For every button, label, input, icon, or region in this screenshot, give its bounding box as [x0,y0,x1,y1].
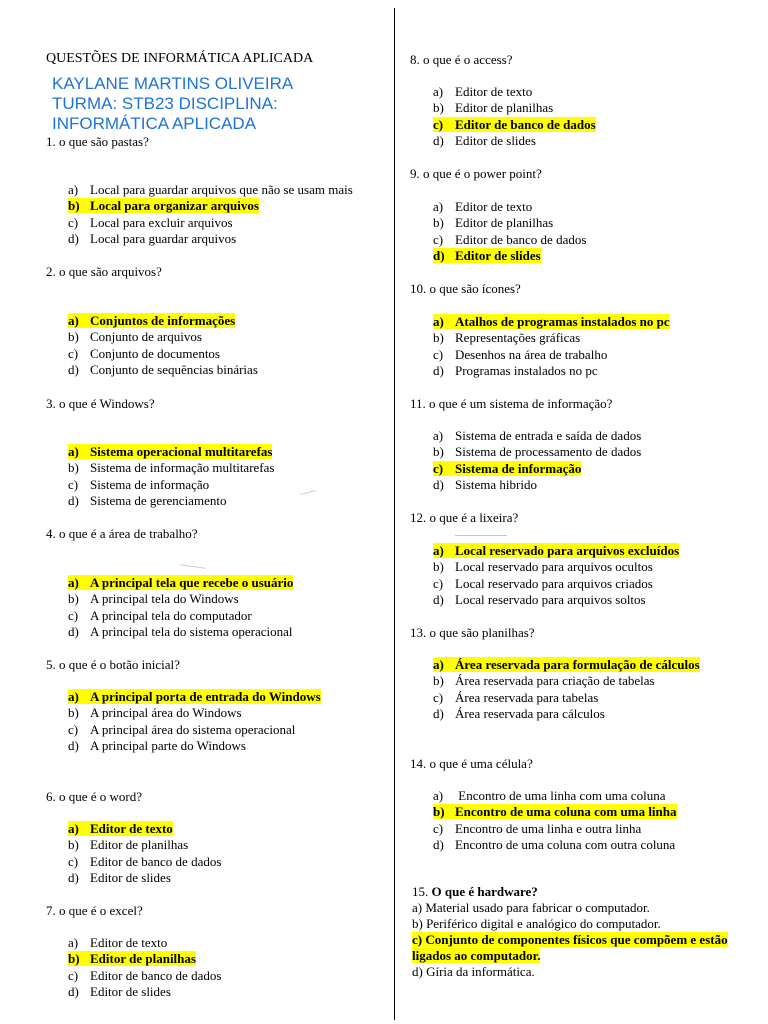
question-13-title: 13. o que são planilhas? [410,625,535,640]
option-letter: c) [68,607,79,623]
option-label: Desenhos na área de trabalho [455,346,608,362]
question-6-option-b [68,837,188,853]
option-label: A principal parte do Windows [90,737,246,753]
option-letter: b) [68,951,80,967]
answer-highlight [68,313,235,328]
option-label: Sistema operacional multitarefas [90,444,273,459]
option-letter: d) [433,476,444,492]
option-label: Editor de banco de dados [90,967,222,983]
option-label: Encontro de uma coluna com uma linha [455,804,677,820]
option-letter: a) [433,657,444,672]
question-9-option-a [433,199,532,215]
question-5-option-a [68,689,321,705]
option-letter: d) [68,361,79,377]
option-letter: b) [68,460,79,476]
question-5-option-c [68,722,295,738]
question-10-title: 10. o que são ícones? [410,281,521,296]
option-text [433,232,586,247]
option-label: Editor de banco de dados [90,853,222,869]
question-4-option-d [68,624,293,640]
question-2-option-d [68,362,258,378]
option-label: Editor de slides [455,132,536,148]
option-label: Editor de slides [455,247,541,263]
student-name: KAYLANE MARTINS OLIVEIRA [52,74,294,93]
option-label: Editor de banco de dados [455,116,596,132]
option-label: Atalhos de programas instalados no pc [455,314,670,329]
option-label: Editor de banco de dados [455,231,587,247]
question-5-option-d [68,738,246,754]
option-letter: d) [433,836,444,852]
option-letter: c) [68,721,79,737]
question-8-option-c [433,117,596,133]
option-text [68,722,295,737]
option-letter: b) [433,215,444,231]
option-text [68,231,236,246]
question-2-option-a [68,313,235,329]
column-divider [394,8,395,1020]
option-text [433,576,653,591]
scan-smudge [180,564,206,569]
answer-highlight [433,314,670,329]
option-label: Área reservada para cálculos [455,705,605,721]
question-1-option-d [68,231,236,247]
question-15-option-a: a) Material usado para fabricar o computador. [412,900,650,915]
option-letter: d) [68,983,79,999]
option-letter: a) [433,788,444,803]
question-11-option-c [433,461,581,477]
option-text [433,363,598,378]
question-3-option-a [68,444,272,460]
scan-smudge [455,535,507,536]
option-letter: a) [68,935,79,950]
option-letter: a) [68,444,79,459]
question-12-option-c [433,576,653,592]
question-15-option-c [412,932,752,964]
answer-highlight [68,689,321,704]
question-5-title: 5. o que é o botão inicial? [46,657,180,672]
question-10-option-d [433,363,598,379]
option-label: Programas instalados no pc [455,362,598,378]
option-letter: a) [433,543,444,558]
option-text [433,559,653,574]
option-letter: c) [68,214,79,230]
question-10-option-b [433,330,580,346]
option-label: Editor de texto [455,84,533,99]
question-15-text: O que é hardware? [431,884,538,899]
answer-highlight [68,951,196,966]
question-6-option-a [68,821,173,837]
question-9-option-c [433,232,586,248]
option-letter: a) [433,314,444,329]
option-text [433,100,553,115]
option-letter: c) [68,345,79,361]
option-letter: c) [68,853,79,869]
option-text [68,591,239,606]
option-letter: c) [68,476,79,492]
question-10-option-a [433,314,670,330]
option-letter: a) [433,199,444,214]
answer-highlight [68,198,259,213]
option-letter: d) [433,132,444,148]
option-text [68,460,274,475]
option-text [433,84,532,99]
option-letter: d) [68,492,79,508]
option-label: Editor de planilhas [455,100,554,116]
option-label: A principal tela do sistema operacional [90,623,293,639]
question-15-title [412,884,752,900]
question-4-option-c [68,608,252,624]
student-class: TURMA: STB23 DISCIPLINA: [52,94,278,113]
option-text [68,870,171,885]
option-letter: d) [433,591,444,607]
option-letter: a) [433,428,444,443]
question-11-option-d [433,477,537,493]
question-6-option-c [68,854,221,870]
option-text [68,935,167,950]
option-label: Encontro de uma linha e outra linha [455,820,642,836]
option-label: A principal tela que recebe o usuário [90,575,294,590]
option-letter: d) [433,362,444,378]
page-title: QUESTÕES DE INFORMÁTICA APLICADA [46,51,314,66]
option-letter: b) [433,673,444,689]
option-label: Editor de slides [90,869,171,885]
option-letter: d) [68,230,79,246]
question-2-option-c [68,346,220,362]
question-14-option-a [433,788,665,804]
option-label: A principal porta de entrada do Windows [90,689,321,704]
option-letter: b) [433,444,444,460]
option-letter: a) [68,689,79,704]
option-label: Editor de texto [455,199,533,214]
question-1-option-a [68,182,353,198]
option-label: Local reservado para arquivos ocultos [455,559,653,575]
option-text [433,592,646,607]
question-7-option-d [68,984,171,1000]
option-text [68,493,226,508]
option-label: Área reservada para criação de tabelas [455,673,655,689]
option-text [433,428,641,443]
option-label: Local para excluir arquivos [90,214,233,230]
option-letter: c) [433,575,444,591]
question-9-option-d [433,248,541,264]
option-label: Local para guardar arquivos [90,230,237,246]
option-text [433,690,598,705]
question-13-option-d [433,706,605,722]
question-2-option-b [68,329,202,345]
option-label: Sistema de informação [90,476,210,492]
option-label: Sistema hibrido [455,476,537,492]
option-letter: b) [68,198,80,214]
question-1-option-b [68,198,259,214]
option-label: Encontro de uma coluna com outra coluna [455,836,676,852]
option-text [433,347,607,362]
question-13-option-c [433,690,598,706]
option-letter: b) [68,591,79,607]
question-3-title: 3. o que é Windows? [46,396,155,411]
scan-smudge [300,490,316,495]
question-1-title: 1. o que são pastas? [46,134,149,149]
option-letter: c) [433,346,444,362]
question-3-option-b [68,460,274,476]
answer-highlight [433,804,677,819]
option-text [68,362,258,377]
option-text [68,624,293,639]
answer-highlight [68,821,173,836]
option-letter: a) [68,182,79,197]
question-15-number: 15. [412,884,432,899]
option-letter: d) [68,623,79,639]
question-8-option-a [433,84,532,100]
option-label: Editor de texto [90,821,173,836]
option-text [68,215,233,230]
option-label: Sistema de processamento de dados [455,444,642,460]
option-letter: b) [68,705,79,721]
question-6-option-d [68,870,171,886]
question-8-option-b [433,100,553,116]
option-label: Área reservada para tabelas [455,689,599,705]
option-label: Local reservado para arquivos excluídos [455,543,680,558]
option-text [68,329,202,344]
option-letter: b) [433,559,444,575]
question-10-option-c [433,347,607,363]
option-label: Conjuntos de informações [90,313,236,328]
option-text [433,706,605,721]
question-12-title: 12. o que é a lixeira? [410,510,519,525]
question-14-option-d [433,837,675,853]
answer-highlight [433,461,581,476]
student-subject: INFORMÁTICA APLICADA [52,114,257,133]
option-label: Conjunto de sequências binárias [90,361,258,377]
option-label: Sistema de informação multitarefas [90,460,275,476]
answer-highlight [433,657,700,672]
option-label: Conjunto de arquivos [90,329,202,345]
question-1-option-c [68,215,233,231]
option-text [433,821,641,836]
question-14-title: 14. o que é uma célula? [410,756,533,771]
student-info [52,74,293,134]
answer-highlight [433,117,596,132]
answer-highlight [68,575,293,590]
option-label: Encontro de uma linha com uma coluna [455,788,666,803]
option-letter: d) [433,705,444,721]
question-9-title: 9. o que é o power point? [410,166,542,181]
answer-highlight [433,543,679,558]
question-12-option-d [433,592,646,608]
option-text [433,788,665,803]
option-label: Local para organizar arquivos [90,198,259,214]
option-label: Local reservado para arquivos criados [455,575,653,591]
question-8-title: 8. o que é o access? [410,52,513,67]
option-text [433,199,532,214]
option-label: Local reservado para arquivos soltos [455,591,646,607]
question-7-option-c [68,968,221,984]
option-label: Editor de planilhas [455,215,554,231]
option-letter: c) [433,460,444,476]
question-6-title: 6. o que é o word? [46,789,143,804]
question-7-option-b [68,951,196,967]
option-label: Conjunto de documentos [90,345,220,361]
question-12-option-a [433,543,679,559]
option-letter: a) [68,313,79,328]
option-text [433,444,641,459]
question-12-option-b [433,559,653,575]
option-label: Editor de planilhas [90,951,196,967]
option-text [68,705,242,720]
option-label: A principal tela do Windows [90,591,239,607]
question-5-option-b [68,705,242,721]
question-2-title: 2. o que são arquivos? [46,264,162,279]
option-label: Área reservada para formulação de cálculos [455,657,700,672]
question-13-option-a [433,657,700,673]
option-label: Local para guardar arquivos que não se usam mais [90,182,353,197]
option-text [433,133,536,148]
question-15-option-d: d) Gíria da informática. [412,964,535,979]
option-letter: a) [68,821,79,836]
option-label: A principal área do sistema operacional [90,721,296,737]
option-text [433,330,580,345]
option-text [68,738,246,753]
option-letter: b) [433,804,445,820]
question-3-option-d [68,493,226,509]
option-text [433,837,675,852]
question-4-title: 4. o que é a área de trabalho? [46,526,198,541]
option-label: Representações gráficas [455,330,581,346]
option-letter: b) [68,837,79,853]
option-letter: c) [433,689,444,705]
option-letter: a) [433,84,444,99]
option-text [68,182,353,197]
option-text [433,673,655,688]
option-letter: c) [433,116,444,132]
option-letter: c) [68,967,79,983]
option-letter: b) [433,100,444,116]
option-letter: b) [68,329,79,345]
question-11-title: 11. o que é um sistema de informação? [410,396,613,411]
option-text [68,837,188,852]
option-text [433,215,553,230]
question-14-option-c [433,821,641,837]
option-label: Sistema de informação [455,460,582,476]
question-15-answer: c) Conjunto de componentes físicos que compõem e estão ligados ao computador. [412,932,728,963]
option-text [68,477,209,492]
question-15 [412,884,752,980]
answer-highlight [68,444,272,459]
option-letter: d) [433,247,445,263]
option-letter: b) [433,330,444,346]
option-label: Sistema de entrada e saída de dados [455,428,642,443]
question-4-option-b [68,591,239,607]
option-text [68,968,221,983]
question-9-option-b [433,215,553,231]
option-text [68,854,221,869]
question-11-option-b [433,444,641,460]
option-label: A principal área do Windows [90,705,242,721]
option-label: Editor de planilhas [90,837,189,853]
option-label: Sistema de gerenciamento [90,492,227,508]
question-3-option-c [68,477,209,493]
answer-highlight [433,248,541,263]
option-letter: d) [68,737,79,753]
option-letter: c) [433,231,444,247]
option-text [433,477,537,492]
question-13-option-b [433,673,655,689]
question-4-option-a [68,575,293,591]
option-label: Editor de slides [90,983,171,999]
option-label: A principal tela do computador [90,607,252,623]
option-letter: a) [68,575,79,590]
option-text [68,608,252,623]
question-15-option-b: b) Periférico digital e analógico do computador. [412,916,661,931]
question-7-title: 7. o que é o excel? [46,903,143,918]
question-8-option-d [433,133,536,149]
option-letter: c) [433,820,444,836]
option-label: Editor de texto [90,935,168,950]
option-letter: d) [68,869,79,885]
option-text [68,984,171,999]
question-7-option-a [68,935,167,951]
question-14-option-b [433,804,677,820]
question-11-option-a [433,428,641,444]
option-text [68,346,220,361]
